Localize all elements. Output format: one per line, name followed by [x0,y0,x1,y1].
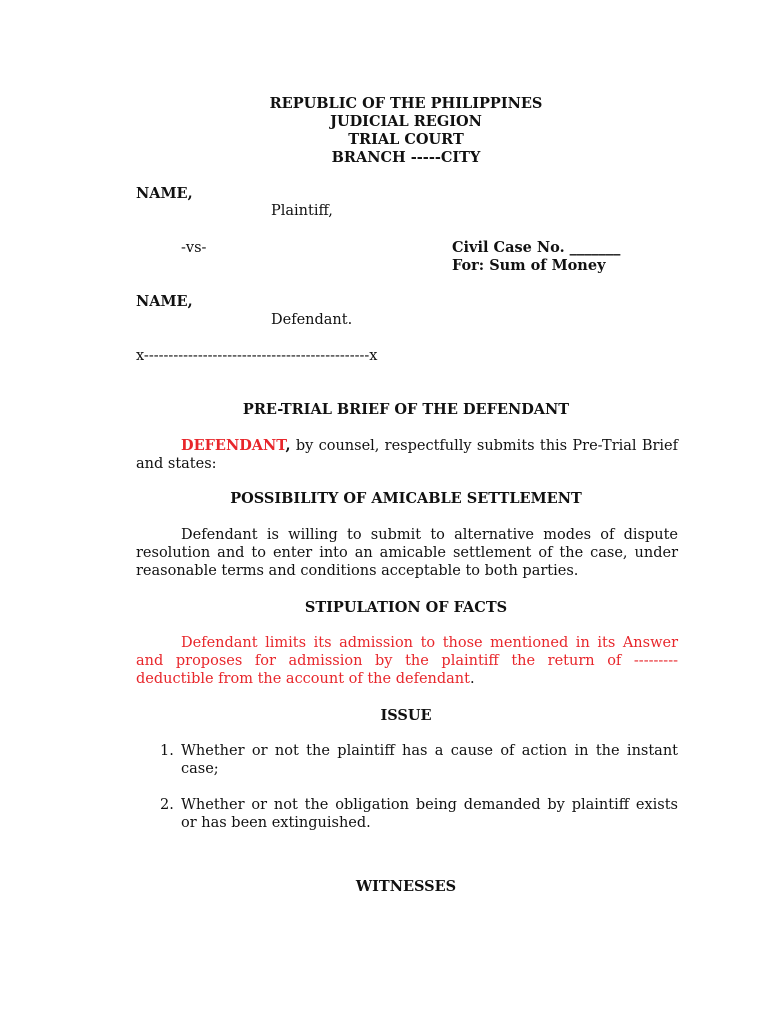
header-trial-court: TRIAL COURT [348,131,464,148]
issue-item [162,796,678,832]
issue-text: Whether or not the plaintiff has a cause of action in the instant case; [181,743,678,777]
plaintiff-role: Plaintiff, [271,203,333,219]
header-judicial-region: JUDICIAL REGION [330,113,482,130]
court-header [0,95,768,167]
case-nature: For: Sum of Money [452,257,606,274]
issue-text: Whether or not the obligation being demanded by plaintiff exists or has been extinguished. [181,797,678,831]
facts-paragraph: Defendant limits its admission to those mentioned in its Answer and proposes for admission by the plaintiff the return of --------- deductible from the account of the defendant. [136,635,678,687]
issue-number: 2. [160,797,174,813]
issue-item [162,742,678,778]
header-republic: REPUBLIC OF THE PHILIPPINES [269,95,543,112]
defendant-role: Defendant. [271,312,353,328]
header-branch: BRANCH -----CITY [331,149,481,166]
civil-case-number: Civil Case No. _______ [452,239,621,256]
document-title: PRE-TRIAL BRIEF OF THE DEFENDANT [242,401,570,418]
facts-heading: STIPULATION OF FACTS [304,599,508,616]
versus-label: -vs- [181,240,207,256]
facts-text: Defendant limits its admission to those mentioned in its Answer and proposes for admission by the plaintiff the return of --------- deductible from the account of the defendant [136,635,678,687]
issue-number: 1. [160,743,174,759]
settlement-paragraph: Defendant is willing to submit to alternative modes of dispute resolution and to enter into an amicable settlement of the case, under reasonable terms and conditions acceptable to both parties. [136,527,678,579]
defendant-name: NAME, [136,293,193,310]
caption-separator: x----------------------------------------------x [136,348,378,364]
witnesses-heading: WITNESSES [355,878,457,895]
intro-party: DEFENDANT [181,437,286,454]
plaintiff-name: NAME, [136,185,193,202]
settlement-heading: POSSIBILITY OF AMICABLE SETTLEMENT [230,490,582,507]
intro-paragraph: DEFENDANT, by counsel, respectfully submits this Pre-Trial Brief and states: [136,437,678,472]
intro-text: by counsel, respectfully submits this Pre-Trial Brief and states: [136,438,678,472]
issue-heading: ISSUE [380,707,432,724]
